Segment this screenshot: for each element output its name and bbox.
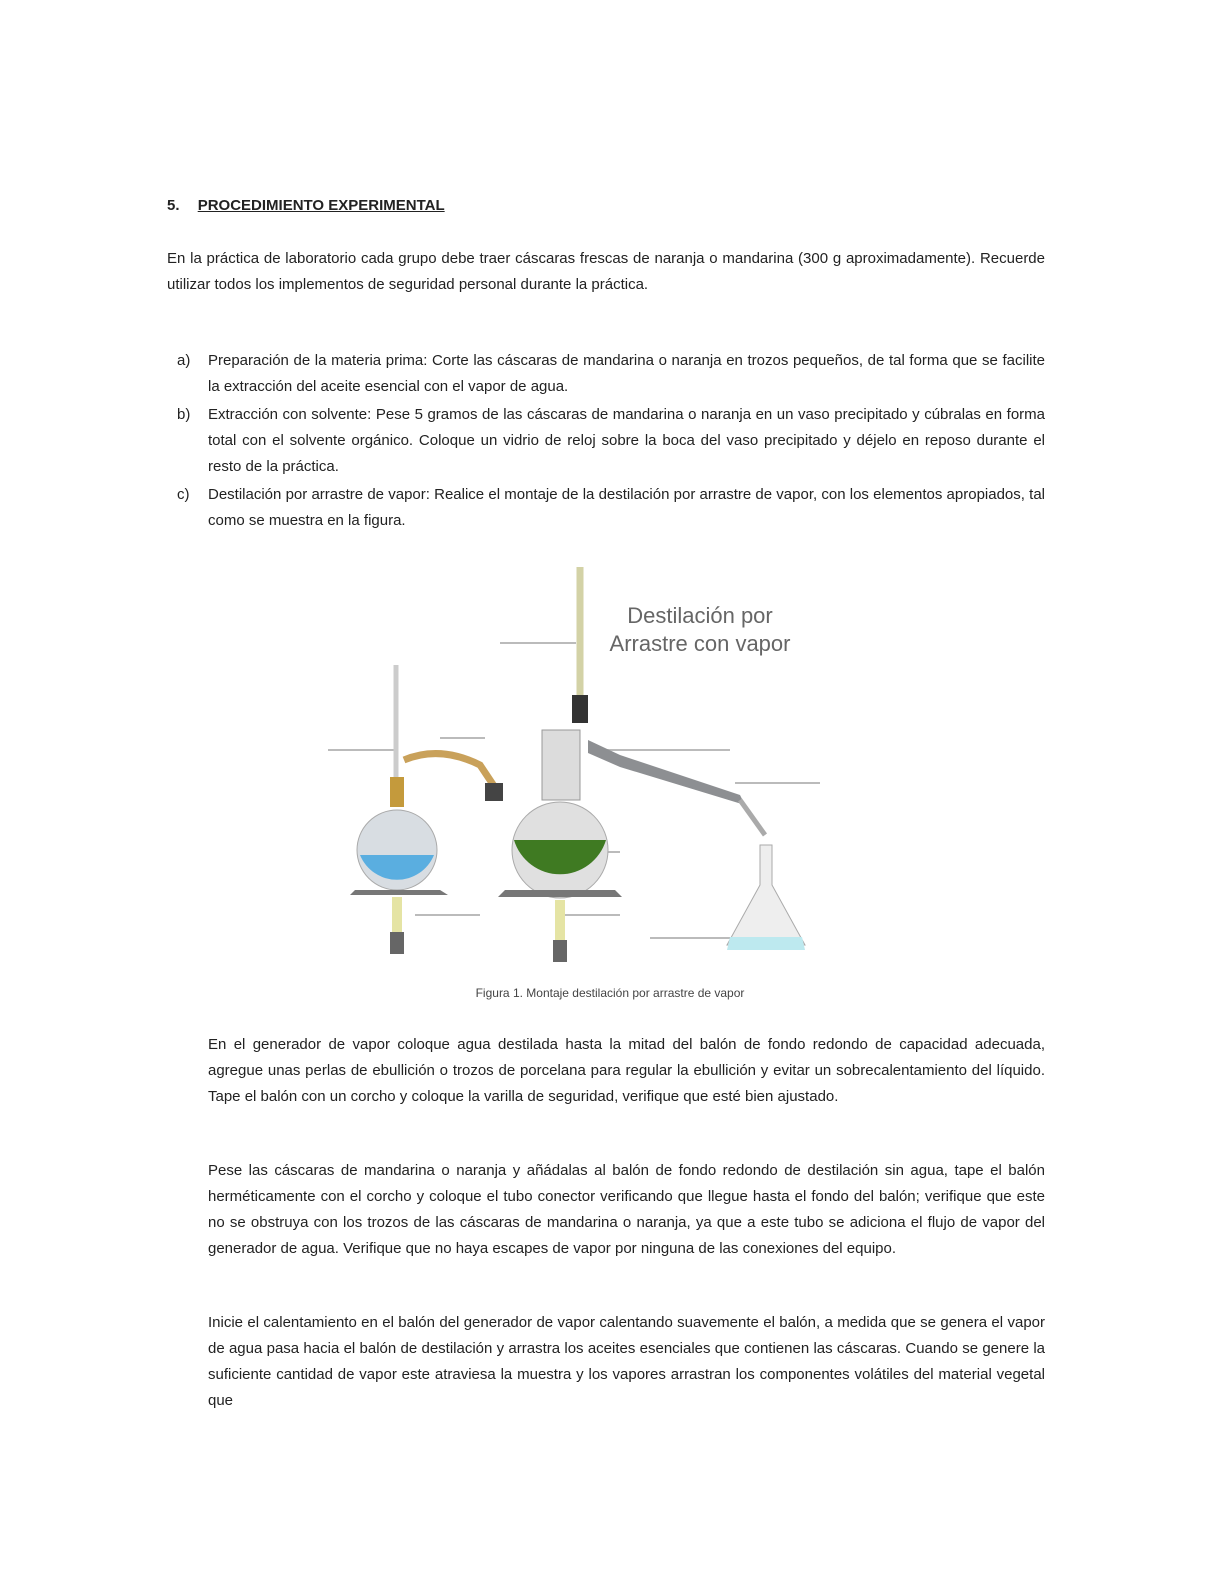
flask-neck [542,730,580,800]
body-paragraph: Pese las cáscaras de mandarina o naranja y añádalas al balón de fondo redondo de destilación sin agua, tape el balón herméticamente con el corcho y coloque el tubo conector verificando que llegue hasta el fondo del balón; verifique que este no se obstruya con los trozos de las cáscaras de mandarina o naranja, ya que a este tubo se adiciona el flujo de vapor del generador de agua. Verifique que no haya escapes de vapor por ninguna de las conexiones del equipo. [208,1162,1045,1257]
step-item [167,482,1045,534]
step-marker: c) [177,486,190,503]
distillation-figure [320,555,900,965]
step-text: Destilación por arrastre de vapor: Realice el montaje de la destilación por arrastre de vapor, con los elementos apropiados, tal como se muestra en la figura. [208,486,1045,529]
step-marker: b) [177,406,191,423]
adapter [740,800,765,835]
figure-caption: Figura 1. Montaje destilación por arrastre de vapor [475,986,745,1000]
burner [555,900,565,940]
section-heading [167,197,445,214]
figure-title-line2: Arrastre con vapor [609,631,791,656]
tripod [350,890,448,895]
step-item [167,402,1045,480]
stopper [390,777,404,807]
step-text: Extracción con solvente: Pese 5 gramos de las cáscaras de mandarina o naranja en un vaso precipitado y cúbralas en forma total con el solvente orgánico. Coloque un vidrio de reloj sobre la boca del vaso precipitado y déjelo en reposo durante el resto de la práctica. [208,406,1045,475]
burner-base [553,940,567,962]
procedure-steps [167,348,1045,536]
erlenmeyer-flask [727,845,805,945]
body-paragraph: Inicie el calentamiento en el balón del generador de vapor calentando suavemente el balón, a medida que se genera el vapor de agua pasa hacia el balón de destilación y arrastra los aceites esenciales que contienen las cáscaras. Cuando se genere la suficiente cantidad de vapor este atraviesa la muestra y los vapores arrastran los componentes volátiles del material vegetal que [208,1314,1045,1409]
body-paragraph: En el generador de vapor coloque agua destilada hasta la mitad del balón de fondo redondo de capacidad adecuada, agregue unas perlas de ebullición o trozos de porcelana para regular la ebullición y evitar un sobrecalentamiento del líquido. Tape el balón con un corcho y coloque la varilla de seguridad, verifique que esté bien ajustado. [208,1036,1045,1105]
figure-title-line1: Destilación por [627,603,773,628]
section-number: 5. [167,197,180,214]
burner-base [390,932,404,954]
distillate [727,937,805,950]
step-marker: a) [177,352,191,369]
distillation-apparatus-illustration [320,555,900,965]
thermometer-adapter [572,695,588,723]
burner [392,897,402,932]
section-title: PROCEDIMIENTO EXPERIMENTAL [197,197,445,214]
step-item [167,348,1045,400]
intro-paragraph: En la práctica de laboratorio cada grupo debe traer cáscaras frescas de naranja o mandarina (300 g aproximadamente). Recuerde utilizar todos los implementos de seguridad personal durante la práctica. [167,250,1045,293]
step-text: Preparación de la materia prima: Corte las cáscaras de mandarina o naranja en trozos pequeños, de tal forma que se facilite la extracción del aceite esencial con el vapor de agua. [208,352,1045,395]
tripod [498,890,622,897]
tube-joint [485,783,503,801]
